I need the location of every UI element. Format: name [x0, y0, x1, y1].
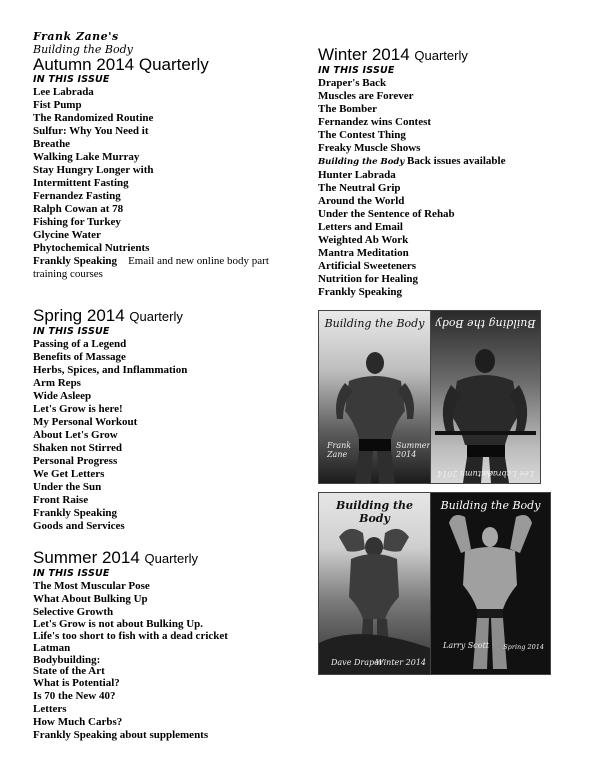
list-item: Artificial Sweeteners [318, 260, 417, 272]
list-item: The Contest Thing [318, 129, 406, 141]
list-item: Muscles are Forever [318, 90, 414, 102]
list-item: Is 70 the New 40? [33, 690, 116, 702]
autumn-list [33, 86, 298, 268]
list-item: Lee Labrada [33, 86, 94, 98]
list-item: Sulfur: Why You Need it [33, 125, 149, 137]
winter-title [318, 46, 588, 65]
cover-caption-name: Frank Zane [327, 441, 352, 459]
bb-inline-logo: Building the Body [318, 157, 405, 167]
cover-title: Building the Body [324, 317, 425, 330]
list-item: Walking Lake Murray [33, 151, 140, 163]
list-item: What is Potential? [33, 677, 120, 689]
list-item: Fishing for Turkey [33, 216, 121, 228]
list-item: Goods and Services [33, 520, 125, 532]
summer-in-this-issue: IN THIS ISSUE [33, 568, 110, 579]
list-item: Latman [33, 642, 71, 654]
cover-caption-issue: Autumn 2014 [437, 469, 492, 478]
list-item: We Get Letters [33, 468, 105, 480]
list-item [33, 255, 298, 268]
list-item: Benefits of Massage [33, 351, 126, 363]
list-item: About Let's Grow [33, 429, 118, 441]
cover-caption-name: Dave Draper [331, 658, 383, 667]
autumn-in-this-issue: IN THIS ISSUE [33, 74, 110, 85]
summer-title-year: Summer 2014 [33, 548, 145, 567]
list-item: Stay Hungry Longer with [33, 164, 154, 176]
list-item-line: State of the Art [33, 665, 105, 677]
list-item: Herbs, Spices, and Inflammation [33, 364, 188, 376]
list-item: Fernandez Fasting [33, 190, 121, 202]
list-item: Arm Reps [33, 377, 81, 389]
spring-list [33, 338, 298, 533]
list-item: Letters [33, 703, 67, 715]
spring-title [33, 307, 298, 326]
list-item: Frankly Speaking [33, 507, 118, 519]
summer-title-quarterly: Quarterly [144, 551, 198, 566]
list-item: Draper's Back [318, 77, 387, 89]
list-item: Nutrition for Healing [318, 273, 419, 285]
list-item: Hunter Labrada [318, 169, 396, 181]
autumn-note-cont: training courses [33, 268, 103, 280]
list-item: Mantra Meditation [318, 247, 409, 259]
list-item: Letters and Email [318, 221, 403, 233]
back-issues-note: Back issues available [407, 155, 506, 167]
cover-title: Building the Body [440, 499, 541, 512]
winter-title-year: Winter 2014 [318, 45, 415, 64]
list-item: The Randomized Routine [33, 112, 154, 124]
winter-title-quarterly: Quarterly [414, 48, 468, 63]
list-item: What About Bulking Up [33, 593, 148, 605]
list-item: Breathe [33, 138, 71, 150]
cover-title: Building the Body [335, 499, 414, 525]
list-item: Front Raise [33, 494, 89, 506]
list-item: Selective Growth [33, 606, 114, 618]
cover-title: Building the Body [435, 317, 536, 330]
bodybuilder-figure [431, 311, 540, 483]
list-item: Glycine Water [33, 229, 101, 241]
list-item: Personal Progress [33, 455, 118, 467]
summer-list [33, 580, 298, 742]
winter-in-this-issue: IN THIS ISSUE [318, 65, 395, 76]
list-item: Fist Pump [33, 99, 82, 111]
list-item: Under the Sun [33, 481, 102, 493]
left-column [33, 30, 298, 742]
right-column [318, 46, 588, 299]
brand-name: Frank Zane's [33, 30, 119, 43]
cover-image-lee-labrada [430, 310, 541, 484]
cover-image-dave-draper [318, 492, 431, 675]
cover-image-frank-zane [318, 310, 431, 484]
list-item: Shaken not Stirred [33, 442, 123, 454]
list-item: How Much Carbs? [33, 716, 123, 728]
list-item: Frankly Speaking [318, 286, 403, 298]
cover-caption-issue: Spring 2014 [503, 643, 544, 651]
cover-image-larry-scott [430, 492, 551, 675]
cover-caption-issue: Winter 2014 [375, 658, 426, 667]
list-item: Wide Asleep [33, 390, 92, 402]
list-item: Fernandez wins Contest [318, 116, 432, 128]
spring-title-quarterly: Quarterly [129, 309, 183, 324]
list-item: Life's too short to fish with a dead cricket [33, 630, 228, 642]
list-item: Freaky Muscle Shows [318, 142, 421, 154]
winter-list [318, 77, 588, 299]
list-item [33, 655, 298, 677]
list-item: Let's Grow is not about Bulking Up. [33, 618, 204, 630]
list-item: Weighted Ab Work [318, 234, 409, 246]
cover-caption-name: Lee Labrada [482, 469, 534, 478]
bodybuilder-figure [319, 493, 430, 674]
list-item: Intermittent Fasting [33, 177, 129, 189]
list-item: Frankly Speaking about supplements [33, 729, 209, 741]
autumn-note: Email and new online body part [128, 255, 269, 267]
spring-in-this-issue: IN THIS ISSUE [33, 326, 110, 337]
cover-caption-name: Larry Scott [443, 641, 489, 650]
list-item: Under the Sentence of Rehab [318, 208, 455, 220]
list-item: My Personal Workout [33, 416, 138, 428]
list-item: Ralph Cowan at 78 [33, 203, 124, 215]
list-item: Phytochemical Nutrients [33, 242, 150, 254]
summer-title [33, 549, 298, 568]
list-item: The Most Muscular Pose [33, 580, 150, 592]
list-item-line: Bodybuilding: [33, 654, 101, 666]
cover-caption-issue: Summer 2014 [396, 441, 431, 459]
spring-title-year: Spring 2014 [33, 306, 130, 325]
list-item: Let's Grow is here! [33, 403, 123, 415]
list-item: The Bomber [318, 103, 377, 115]
list-item: Passing of a Legend [33, 338, 127, 350]
autumn-title: Autumn 2014 Quarterly [33, 55, 209, 74]
list-item: The Neutral Grip [318, 182, 401, 194]
frankly-speaking-label: Frankly Speaking [33, 255, 118, 267]
list-item: Around the World [318, 195, 405, 207]
brand-title: Building the Body [33, 43, 133, 56]
list-item [318, 155, 588, 169]
